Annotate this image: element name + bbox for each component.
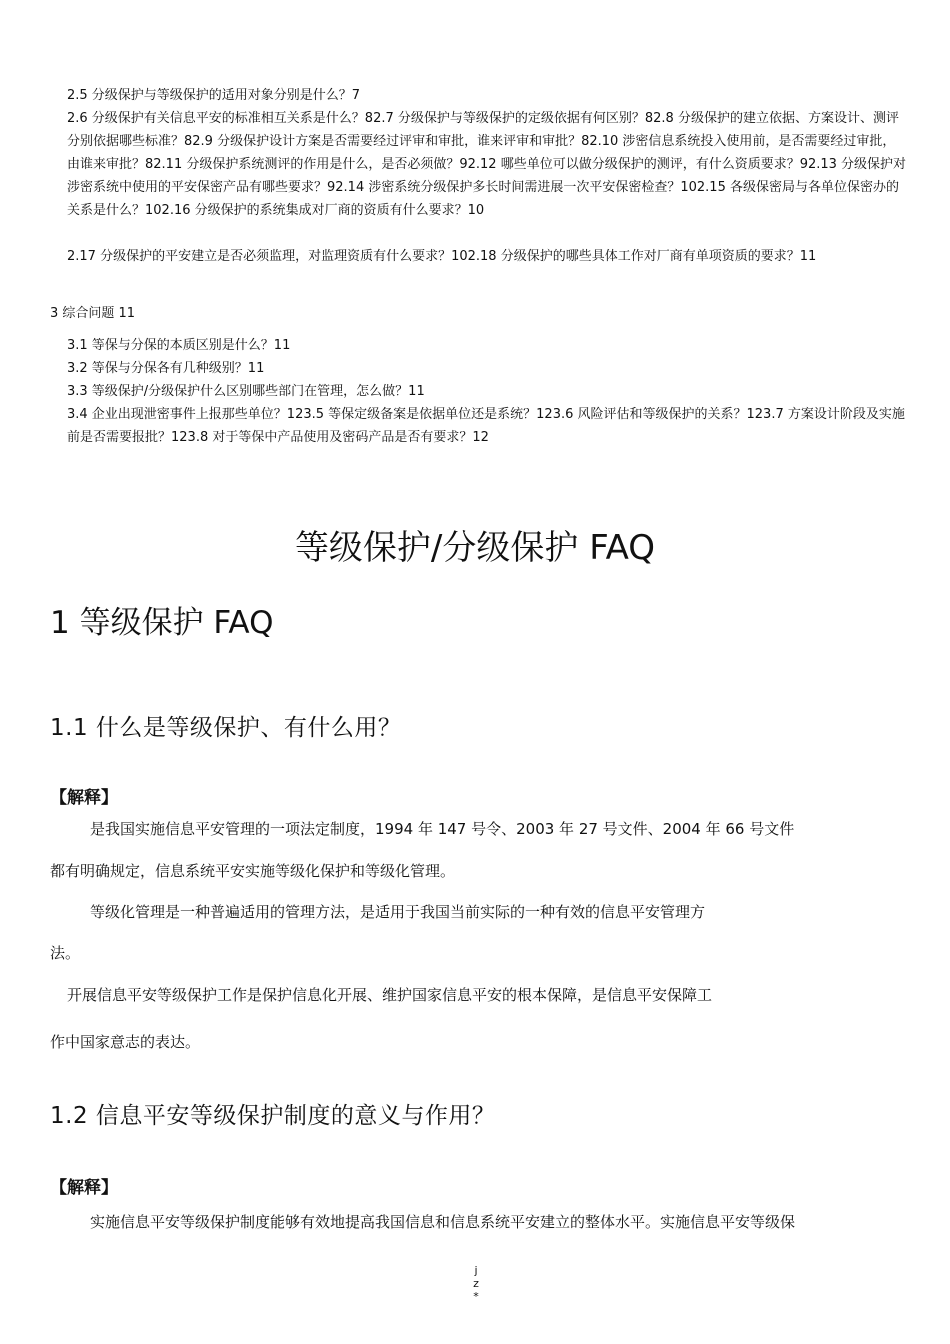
paragraph-line: 法。 (50, 944, 81, 962)
paragraph-line: 实施信息平安等级保护制度能够有效地提高我国信息和信息系统平安建立的整体水平。实施信息平安等级保 (90, 1213, 796, 1231)
footer-mark: z (473, 1277, 479, 1290)
paragraph-line: 作中国家意志的表达。 (50, 1033, 201, 1051)
toc-item[interactable]: 3.4 企业出现泄密事件上报那些单位？123.5 等保定级备案是依据单位还是系统？123.6 风险评估和等级保护的关系？123.7 方案设计阶段及实施前是否需要报批？123.8 对于等保中产品使用及密码产品是否有要求？12 (67, 407, 905, 445)
explanation-label: 【解释】 (50, 1178, 118, 1198)
toc-item[interactable]: 3.3 等级保护/分级保护什么区别哪些部门在管理，怎么做？11 (67, 384, 425, 399)
section-heading-1-2: 1.2 信息平安等级保护制度的意义与作用？ (50, 1103, 496, 1129)
paragraph-line: 是我国实施信息平安管理的一项法定制度，1994 年 147 号令、2003 年 27 号文件、2004 年 66 号文件 (90, 820, 795, 838)
toc-item[interactable]: 2.5 分级保护与等级保护的适用对象分别是什么？7 (67, 88, 361, 103)
paragraph-line: 等级化管理是一种普遍适用的管理方法，是适用于我国当前实际的一种有效的信息平安管理方 (90, 903, 706, 921)
toc-item[interactable]: 3.1 等保与分保的本质区别是什么？11 (67, 338, 291, 353)
paragraph-line: 都有明确规定，信息系统平安实施等级化保护和等级化管理。 (50, 862, 456, 880)
toc-item[interactable]: 2.17 分级保护的平安建立是否必须监理，对监理资质有什么要求？102.18 分级保护的哪些具体工作对厂商有单项资质的要求？11 (67, 249, 817, 264)
document-title: 等级保护/分级保护 FAQ (294, 528, 656, 568)
toc-item[interactable]: 2.6 分级保护有关信息平安的标准相互关系是什么？82.7 分级保护与等级保护的定级依据有何区别？82.8 分级保护的建立依据、方案设计、测评分别依据哪些标准？82.9 分级保护设计方案是否需要经过评审和审批，谁来评审和审批？82.10 涉密信息系统投入使用前，是否需要经过审批，由谁来审批？82.11 分级保护系统测评的作用是什么，是否必须做？92.12 哪些单位可以做分级保护的测评，有什么资质要求？92.13 分级保护对涉密系统中使用的平安保密产品有哪些要求？92.14 涉密系统分级保护多长时间需进展一次平安保密检查？102.15 各级保密局与各单位保密办的关系是什么？102.16 分级保护的系统集成对厂商的资质有什么要求？10 (67, 111, 907, 218)
footer-mark: j (474, 1264, 478, 1277)
footer-mark: * (473, 1290, 479, 1303)
toc-section-3[interactable]: 3 综合问题 11 (50, 306, 136, 321)
paragraph-line: 开展信息平安等级保护工作是保护信息化开展、维护国家信息平安的根本保障，是信息平安保障工 (67, 986, 713, 1004)
chapter-heading: 1 等级保护 FAQ (50, 605, 274, 641)
toc-item[interactable]: 3.2 等保与分保各有几种级别？11 (67, 361, 265, 376)
section-heading-1-1: 1.1 什么是等级保护、有什么用？ (50, 715, 402, 741)
explanation-label: 【解释】 (50, 788, 118, 808)
